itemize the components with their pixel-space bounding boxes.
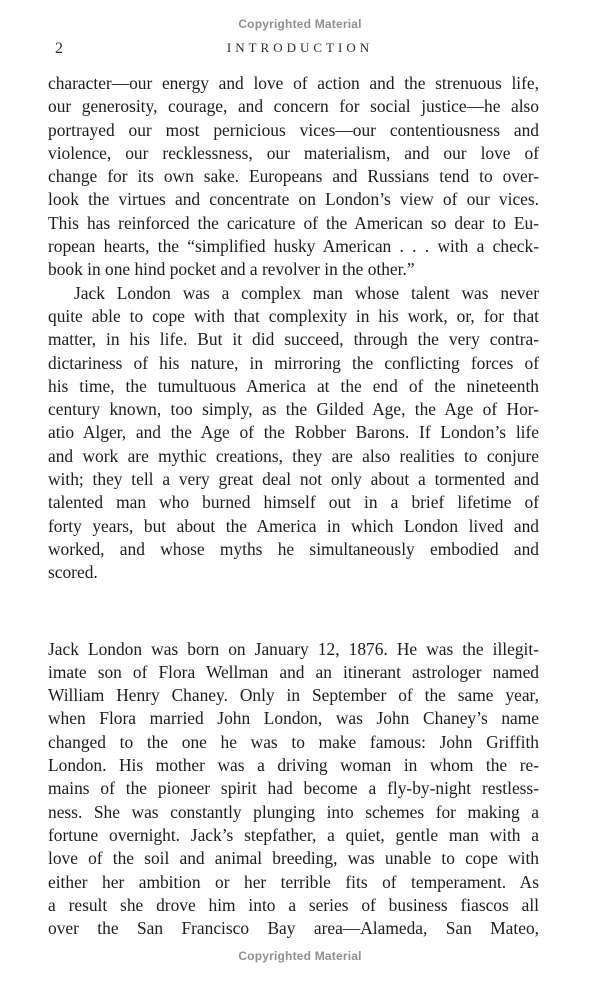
text-line: and work are mythic creations, they are also realities to conjure	[48, 445, 539, 466]
text-line: violence, our recklessness, our materialism, and our love of	[48, 142, 539, 163]
text-line: imate son of Flora Wellman and an itinerant astrologer named	[48, 661, 539, 682]
running-head-title: INTRODUCTION	[226, 40, 374, 55]
copyright-notice-bottom: Copyrighted Material	[238, 949, 362, 963]
text-line: Jack London was a complex man whose talent was never	[74, 282, 539, 303]
text-line: quite able to cope with that complexity in his work, or, for that	[48, 305, 539, 326]
text-line: Jack London was born on January 12, 1876. He was the illegit-	[48, 638, 539, 659]
text-line: London. His mother was a driving woman in whom the re-	[48, 755, 539, 776]
text-line: our generosity, courage, and concern for social justice—he also	[48, 96, 539, 117]
text-line: his time, the tumultuous America at the end of the nineteenth	[48, 375, 539, 396]
text-line: over the San Francisco Bay area—Alameda, San Mateo,	[48, 918, 539, 939]
text-line: dictariness of his nature, in mirroring the conflicting forces of	[48, 352, 539, 373]
text-line: change for its own sake. Europeans and Russians tend to over-	[48, 166, 539, 187]
text-line: portrayed our most pernicious vices—our contentiousness and	[48, 119, 539, 140]
text-line: either her ambition or her terrible fits of temperament. As	[48, 871, 539, 892]
text-line: talented man who burned himself out in a brief lifetime of	[48, 492, 539, 513]
page-number: 2	[55, 40, 63, 57]
text-line: scored.	[48, 562, 98, 583]
text-line: matter, in his life. But it did succeed, through the very contra-	[48, 329, 539, 350]
text-line: with; they tell a very great deal not only about a tormented and	[48, 469, 539, 490]
text-line: century known, too simply, as the Gilded Age, the Age of Hor-	[48, 399, 539, 420]
text-line: forty years, but about the America in which London lived and	[48, 515, 539, 536]
text-line: when Flora married John London, was John Chaney’s name	[48, 708, 539, 729]
text-line: changed to the one he was to make famous: John Griffith	[48, 731, 539, 752]
text-line: worked, and whose myths he simultaneously embodied and	[48, 538, 539, 559]
copyright-notice-top: Copyrighted Material	[238, 17, 362, 31]
text-line: William Henry Chaney. Only in September of the same year,	[48, 685, 539, 706]
text-line: ness. She was constantly plunging into schemes for making a	[48, 801, 539, 822]
text-line: mains of the pioneer spirit had become a fly-by-night restless-	[48, 778, 539, 799]
running-header	[0, 40, 600, 58]
text-line: atio Alger, and the Age of the Robber Barons. If London’s life	[48, 422, 539, 443]
text-line: book in one hind pocket and a revolver in the other.”	[48, 259, 415, 280]
text-line: love of the soil and animal breeding, was unable to cope with	[48, 848, 539, 869]
text-line: This has reinforced the caricature of the American so dear to Eu-	[48, 212, 539, 233]
text-line: character—our energy and love of action and the strenuous life,	[48, 73, 539, 93]
text-line: fortune overnight. Jack’s stepfather, a quiet, gentle man with a	[48, 824, 539, 845]
paragraph	[48, 638, 539, 941]
text-line: a result she drove him into a series of business fiascos all	[48, 894, 539, 915]
paragraph	[48, 282, 539, 585]
text-line: ropean hearts, the “simplified husky American . . . with a check-	[48, 236, 539, 257]
body-text	[48, 72, 539, 940]
text-line: look the virtues and concentrate on London’s view of our vices.	[48, 189, 539, 210]
paragraph	[48, 72, 539, 282]
